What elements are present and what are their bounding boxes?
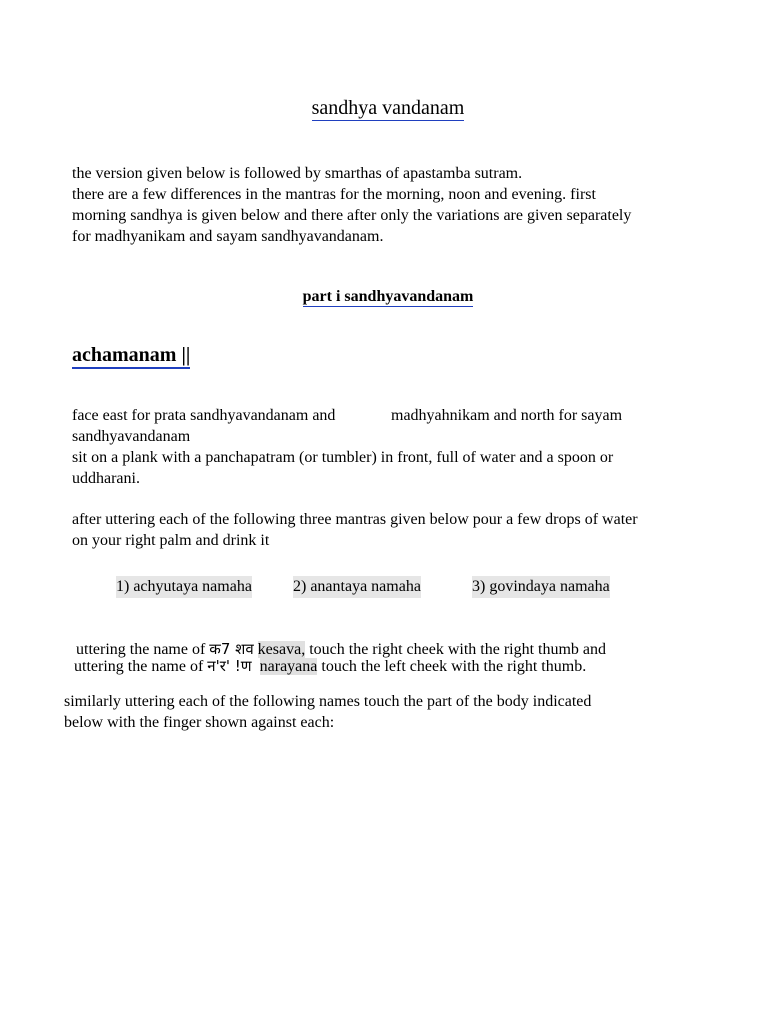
mantra-3: 3) govindaya namaha <box>472 576 610 598</box>
cheek-line-2 <box>74 656 586 677</box>
pour-line-2: on your right palm and drink it <box>72 532 270 549</box>
name-kesava: kesava, <box>257 641 306 658</box>
document-title-text: sandhya vandanam <box>311 97 465 119</box>
part-heading-text: part i sandhyavandanam <box>302 288 474 305</box>
cheek-line-1-suffix: touch the right cheek with the right thumb and <box>305 641 607 658</box>
cheek-line-1-prefix: uttering the name of <box>76 641 210 658</box>
intro-line-1: the version given below is followed by smarthas of apastamba sutram. <box>72 165 523 182</box>
instruction-line-1a: face east for prata sandhyavandanam and <box>72 407 336 424</box>
cheek-line-2-suffix: touch the left cheek with the right thumb. <box>317 658 587 675</box>
devanagari-kesava: क7 शव <box>209 640 254 658</box>
instruction-line-1b: madhyahnikam and north for sayam <box>391 407 623 424</box>
section-heading <box>72 343 190 367</box>
document-title <box>0 95 768 121</box>
intro-line-3: morning sandhya is given below and there after only the variations are given separately <box>72 207 632 224</box>
body-line-1: similarly uttering each of the following names touch the part of the body indicated <box>64 693 592 710</box>
instruction-line-2: sandhyavandanam <box>72 428 191 445</box>
instruction-line-4: uddharani. <box>72 470 140 487</box>
section-heading-text: achamanam || <box>72 344 190 369</box>
cheek-line-2-prefix: uttering the name of <box>74 658 208 675</box>
intro-line-4: for madhyanikam and sayam sandhyavandanam. <box>72 228 384 245</box>
name-narayana: narayana <box>259 658 318 675</box>
intro-line-2: there are a few differences in the mantras for the morning, noon and evening. first <box>72 186 596 203</box>
devanagari-narayana: न'र' !ण <box>207 657 252 675</box>
mantra-2: 2) anantaya namaha <box>293 576 421 598</box>
body-line-2: below with the finger shown against each: <box>64 714 335 731</box>
pour-line-1: after uttering each of the following three mantras given below pour a few drops of water <box>72 511 638 528</box>
instruction-line-3: sit on a plank with a panchapatram (or tumbler) in front, full of water and a spoon or <box>72 449 614 466</box>
part-heading <box>0 287 768 307</box>
mantra-1: 1) achyutaya namaha <box>116 576 252 598</box>
